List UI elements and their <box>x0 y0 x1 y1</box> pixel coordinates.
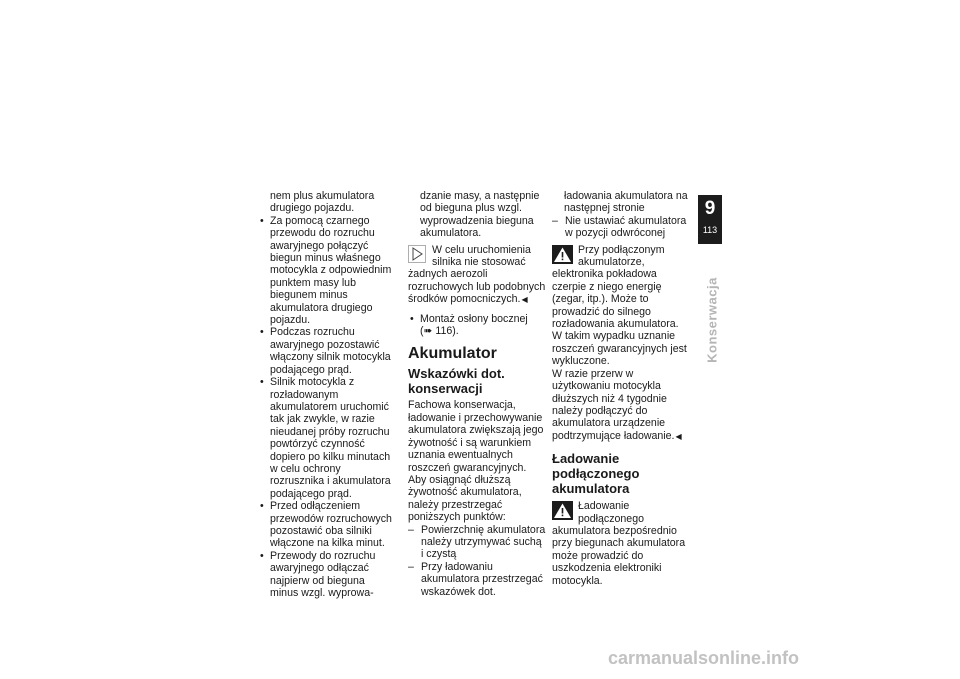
bullet-item: • Przed odłączeniem przewodów rozruchowych pozostawić oba silniki włączone na kilka minut. <box>258 500 396 550</box>
section-heading: Akumulator <box>408 345 497 363</box>
warning-block <box>552 244 690 444</box>
sub-heading: Wskazówki dot. konserwacji <box>408 366 505 397</box>
chapter-number: 9 <box>704 198 716 219</box>
warning-text: W razie przerw w użytkowaniu motocykla dłuższych niż 4 tygodnie należy podłączyć do akumulatora urządzenie podtrzymujące ładowanie. <box>552 367 675 442</box>
page-reference: 116). <box>435 325 459 338</box>
note-block <box>408 244 546 307</box>
bullet-text: Montaż osłony bocznej <box>420 312 528 325</box>
bullet-item: • Przewody do rozruchu awaryjnego odłączać najpierw od bieguna minus wzgl. wyprowa- <box>258 550 396 600</box>
chapter-tab <box>698 195 722 244</box>
page-number: 113 <box>702 225 718 235</box>
bullet-item: • Za pomocą czarnego przewodu do rozruchu awaryjnego połączyć biegun minus właśnego motocykla z odpowiednim punktem masy lub biegunem minus akumulatora drugiego pojazdu. <box>258 215 396 327</box>
end-mark-icon: ◀ <box>521 295 528 305</box>
dash-item: – Nie ustawiać akumulatora w pozycji odwróconej <box>552 215 690 240</box>
column-3 <box>552 190 690 593</box>
warning-triangle-icon <box>552 501 573 520</box>
warning-text: Ładowanie podłączonego akumulatora bezpośrednio przy biegunach akumulatora może prowadzić do uszkodzenia elektroniki motocykla. <box>552 500 686 587</box>
bullet-item: • Silnik motocykla z rozładowanym akumulatorem uruchomić tak jak zwykle, w razie nieudanej próby rozruchu powtórzyć czynność dopiero po kilku minutach w celu ochrony rozrusznika i akumulatora podającego prąd. <box>258 376 396 500</box>
column-2 <box>408 190 546 598</box>
watermark: carmanualsonline.info <box>608 648 800 668</box>
continued-text: nem plus akumulatora drugiego pojazdu. <box>270 190 375 215</box>
paragraph: Aby osiągnąć dłuższą żywotność akumulatora, należy przestrzegać poniższych punktów: <box>408 473 522 524</box>
bullet-item: • Montaż osłony bocznej (➠ 116). <box>408 313 546 338</box>
warning-text: Przy podłączonym akumulatorze, elektronika pokładowa czerpie z niego energię (zegar, itp.). Może to prowadzić do silnego rozładowania akumulatora. W takim wypadku uznanie roszczeń gwarancyjnych jest wykluczone. <box>552 243 687 368</box>
section-label: Konserwacja <box>704 277 720 363</box>
dash-item: – Powierzchnię akumulatora należy utrzymywać suchą i czystą <box>408 524 546 561</box>
continued-text: dzanie masy, a następnie od bieguna plus wzgl. wyprowadzenia bieguna akumulatora. <box>420 190 540 240</box>
warning-triangle-icon <box>552 245 573 264</box>
paragraph: Fachowa konserwacja, ładowanie i przechowywanie akumulatora zwiększają jego żywotność i są warunkiem uznania ewentualnych roszczeń gwarancyjnych. <box>408 399 544 474</box>
note-text: W celu uruchomienia silnika nie stosować żadnych aerozoli rozruchowych lub podobnych środków pomocniczych. <box>408 243 546 306</box>
play-triangle-icon <box>408 245 426 263</box>
sub-heading: Ładowanie podłączonego akumulatora <box>552 451 640 497</box>
page-ref-arrow-icon: ➠ <box>423 325 433 338</box>
column-1 <box>258 190 396 599</box>
warning-block <box>552 500 690 587</box>
end-mark-icon: ◀ <box>675 431 682 441</box>
continued-text: ładowania akumulatora na następnej stronie <box>564 190 688 215</box>
dash-item: – Przy ładowaniu akumulatora przestrzegać wskazówek dot. <box>408 561 546 598</box>
bullet-item: • Podczas rozruchu awaryjnego pozostawić włączony silnik motocykla podającego prąd. <box>258 326 396 376</box>
